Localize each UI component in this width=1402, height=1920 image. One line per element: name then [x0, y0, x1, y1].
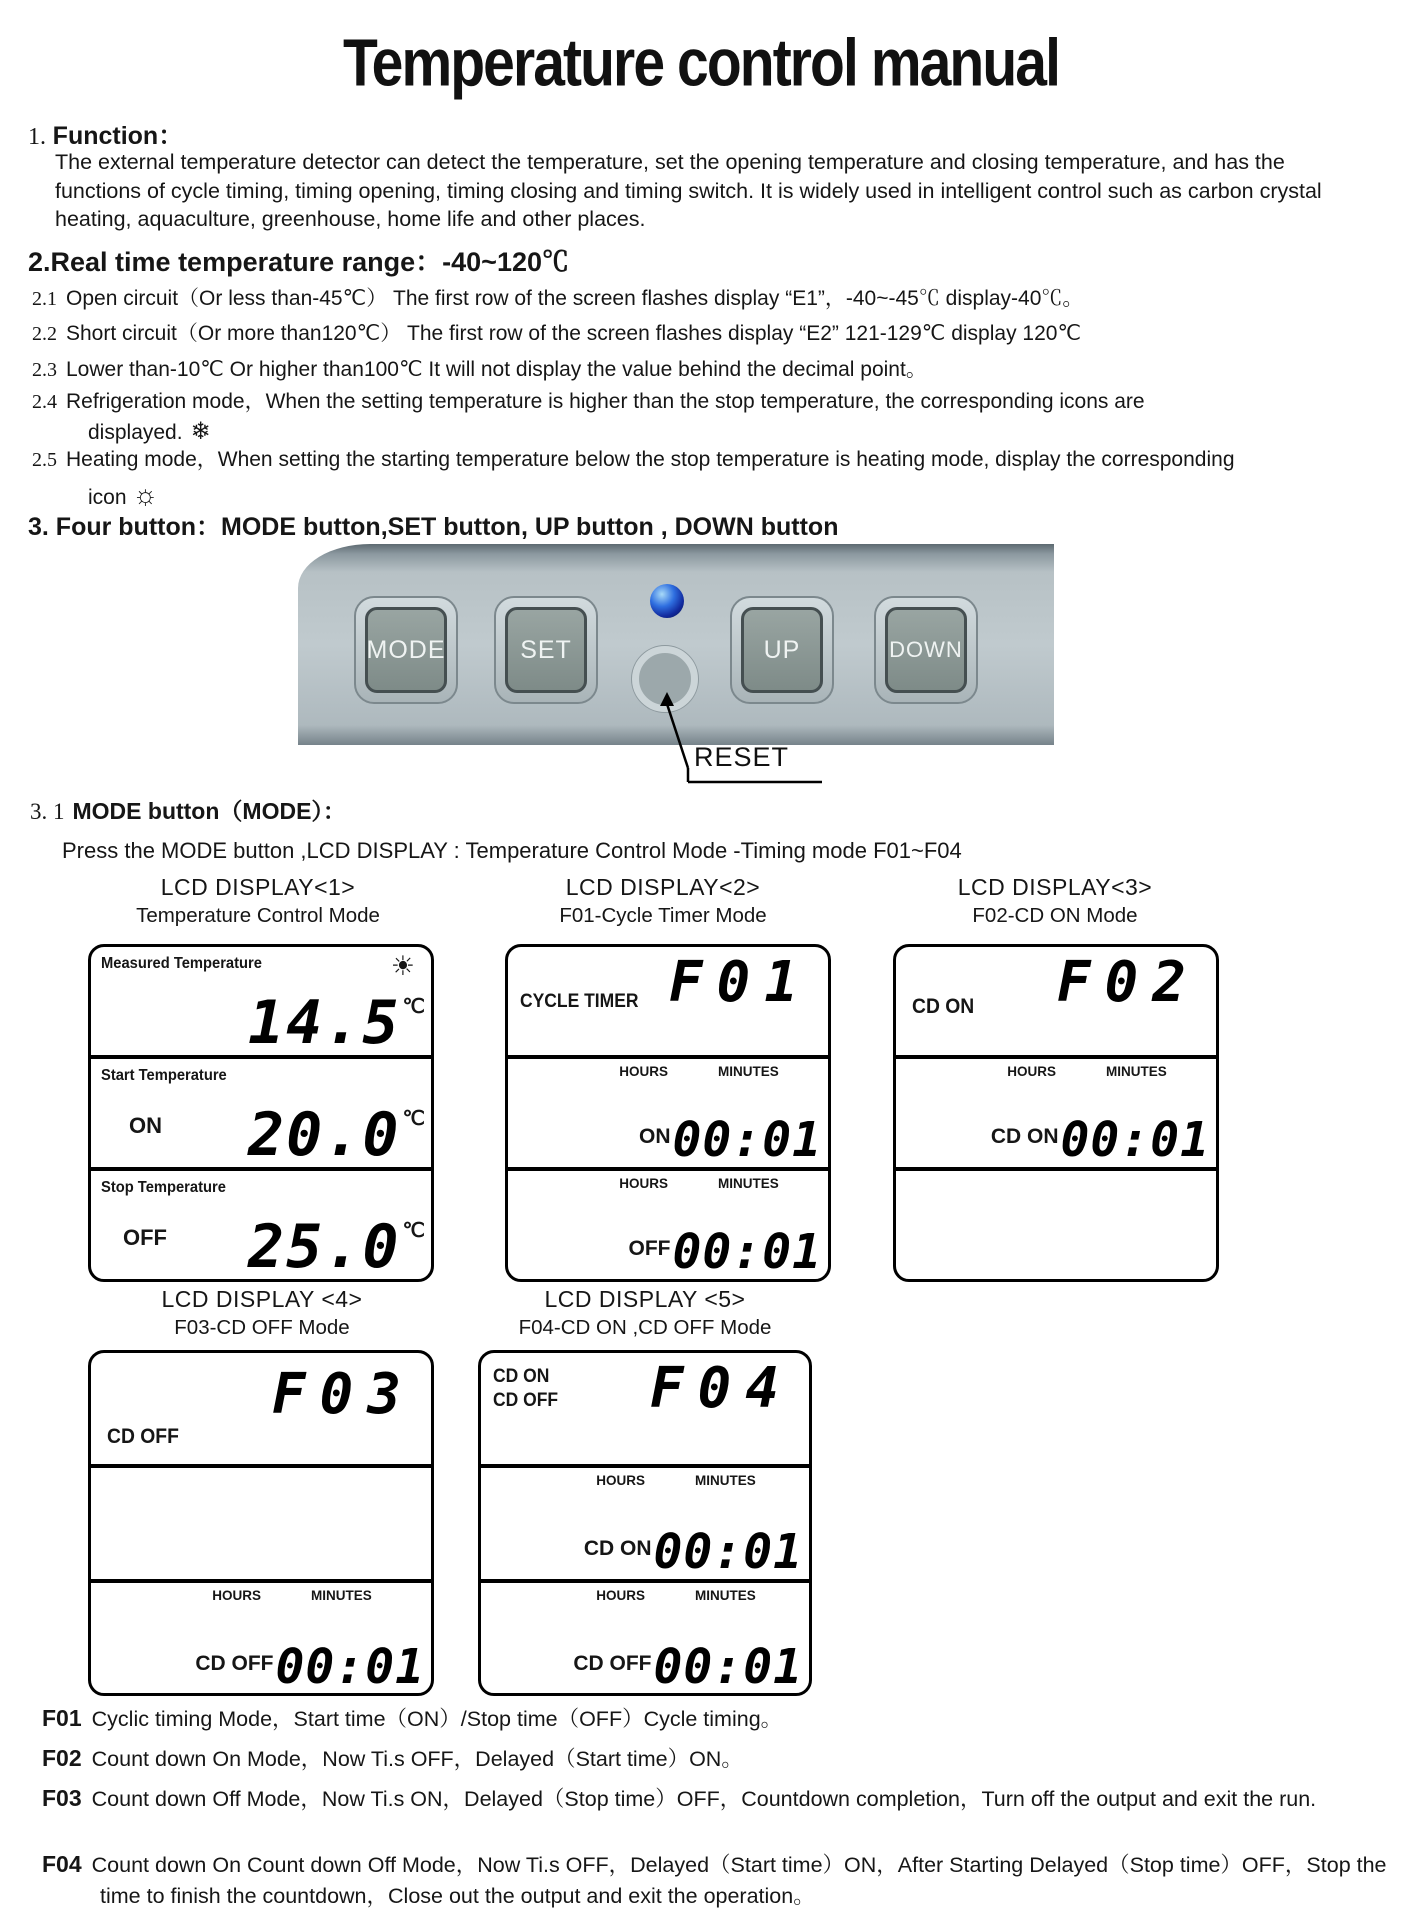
spec-text: Refrigeration mode，When the setting temperature is higher than the stop temperature, the corresponding icons are — [66, 390, 1145, 413]
lcd-mode-section — [896, 947, 1216, 1055]
section-3-1-heading — [30, 793, 346, 826]
measured-temperature-label: Measured Temperature — [101, 955, 262, 972]
lcd-stop-section — [91, 1167, 431, 1282]
spec-text: Lower than-10℃ Or higher than100℃ It will not display the value behind the decimal point。 — [66, 358, 927, 381]
off-time-value: 00:01 — [672, 1224, 822, 1280]
lcd-mode-section — [508, 947, 828, 1055]
minutes-label: MINUTES — [718, 1176, 779, 1191]
cd-on-label: CD ON — [493, 1366, 550, 1387]
time-unit-labels — [966, 1064, 1208, 1079]
mode-instruction: Press the MODE button ,LCD DISPLAY : Temperature Control Mode -Timing mode F01~F04 — [62, 838, 962, 863]
lcd-header-5 — [462, 1286, 828, 1340]
cd-on-label: CD ON — [912, 995, 975, 1018]
sun-icon: ☀ — [390, 951, 415, 981]
lcd-header-title: LCD DISPLAY <4> — [161, 1286, 363, 1312]
down-button-label: DOWN — [885, 607, 967, 693]
footnote-f01 — [42, 1702, 1402, 1735]
hours-label: HOURS — [212, 1588, 261, 1603]
measured-temperature-value: 14.5 ℃ — [248, 988, 425, 1058]
cd-off-time-value: 00:01 — [653, 1639, 803, 1695]
footnote-text: Count down Off Mode，Now Ti.s ON，Delayed（Stop time）OFF，Countdown completion，Turn off the output and exit the run. — [91, 1787, 1317, 1811]
minutes-label: MINUTES — [1106, 1064, 1167, 1079]
start-temperature-label: Start Temperature — [101, 1067, 227, 1084]
lcd-on-timer-section — [508, 1055, 828, 1167]
lcd-panel-3 — [893, 944, 1219, 1282]
footnote-code: F04 — [42, 1851, 82, 1877]
celsius-unit: ℃ — [402, 1220, 425, 1242]
lcd-header-title: LCD DISPLAY <5> — [544, 1286, 746, 1312]
lcd-panel-2 — [505, 944, 831, 1282]
lcd-header-subtitle: F03-CD OFF Mode — [174, 1316, 350, 1339]
set-button — [494, 596, 598, 704]
spec-text: Open circuit（Or less than-45℃） The first row of the screen flashes display “E1”，-40~-45℃ display-40℃。 — [66, 287, 1084, 310]
mode-code-value: F03 — [271, 1362, 415, 1427]
lcd-header-3 — [895, 874, 1215, 928]
lcd-panel-5 — [478, 1350, 812, 1696]
mode-code-value: F02 — [1056, 950, 1200, 1015]
minutes-label: MINUTES — [695, 1588, 756, 1603]
spec-item-2-3 — [32, 357, 1382, 383]
reset-label: RESET — [694, 742, 790, 772]
spec-text: displayed. — [88, 421, 183, 444]
lcd-start-section — [91, 1055, 431, 1170]
spec-number: 2.1 — [32, 288, 57, 310]
time-unit-labels — [161, 1588, 423, 1603]
cd-on-time-value: 00:01 — [653, 1524, 803, 1580]
off-time-row — [628, 1224, 823, 1280]
cd-on-time-value: 00:01 — [1060, 1112, 1210, 1168]
on-state-label: ON — [129, 1113, 162, 1138]
stop-temperature-label: Stop Temperature — [101, 1179, 226, 1196]
spec-number: 2.3 — [32, 359, 57, 381]
spec-text: Heating mode，When setting the starting temperature below the stop temperature is heating mode, display the corresponding — [66, 448, 1235, 471]
hours-label: HOURS — [596, 1473, 645, 1488]
snowflake-icon: ❄ — [190, 418, 211, 445]
lcd-measured-section — [91, 947, 431, 1058]
lcd-header-4 — [112, 1286, 412, 1340]
footnote-text: Count down On Mode，Now Ti.s OFF，Delayed（Start time）ON。 — [91, 1747, 743, 1771]
cd-off-state-label: CD OFF — [573, 1652, 652, 1675]
section-2-heading: 2.Real time temperature range：-40~120℃ — [28, 247, 569, 277]
spec-text: icon — [88, 486, 127, 509]
lcd-panel-1 — [88, 944, 434, 1282]
on-state-label: ON — [639, 1125, 671, 1148]
minutes-label: MINUTES — [695, 1473, 756, 1488]
spec-number: 2.5 — [32, 449, 57, 471]
minutes-label: MINUTES — [718, 1064, 779, 1079]
lcd-on-timer-section — [896, 1055, 1216, 1167]
down-button — [874, 596, 978, 704]
start-temperature-value: 20.0 ℃ — [248, 1100, 425, 1170]
spec-item-2-5 — [32, 447, 1382, 473]
lcd-off-timer-section — [91, 1579, 431, 1694]
off-state-label: OFF — [628, 1237, 671, 1260]
mode-button-label: MODE — [365, 607, 447, 693]
mode-code-value: F04 — [649, 1356, 793, 1421]
cd-on-time-row — [583, 1524, 803, 1580]
footnote-code: F03 — [42, 1785, 82, 1811]
hours-label: HOURS — [596, 1588, 645, 1603]
lcd-mode-section — [481, 1353, 809, 1464]
time-unit-labels — [551, 1473, 801, 1488]
lcd-header-subtitle: Temperature Control Mode — [136, 904, 380, 927]
time-unit-labels — [578, 1064, 820, 1079]
minutes-label: MINUTES — [311, 1588, 372, 1603]
time-unit-labels — [551, 1588, 801, 1603]
footnote-code: F02 — [42, 1745, 82, 1771]
cd-on-time-row — [990, 1112, 1210, 1168]
lcd-on-timer-section — [481, 1464, 809, 1579]
section-1-number: 1. — [28, 124, 46, 150]
off-state-label: OFF — [123, 1225, 167, 1250]
mode-button — [354, 596, 458, 704]
hours-label: HOURS — [619, 1064, 668, 1079]
power-led — [650, 584, 684, 618]
lcd-header-2 — [513, 874, 813, 928]
up-button — [730, 596, 834, 704]
cd-off-label: CD OFF — [493, 1389, 559, 1411]
stop-temperature-value: 25.0 ℃ — [248, 1212, 425, 1282]
spec-item-2-2 — [32, 321, 1382, 347]
footnote-text: Cyclic timing Mode，Start time（ON）/Stop time（OFF）Cycle timing。 — [91, 1707, 783, 1731]
lcd-empty-section — [896, 1167, 1216, 1279]
footnote-f02 — [42, 1742, 1402, 1775]
cd-on-state-label: CD ON — [583, 1537, 652, 1560]
spec-text: Short circuit（Or more than120℃） The first row of the screen flashes display “E2” 121-129℃ display 120℃ — [66, 322, 1082, 345]
footnote-f03 — [42, 1782, 1402, 1815]
lcd-header-subtitle: F01-Cycle Timer Mode — [559, 904, 767, 927]
spec-number: 2.4 — [32, 391, 57, 413]
time-unit-labels — [578, 1176, 820, 1191]
section-1-title: Function： — [52, 122, 184, 150]
up-button-label: UP — [741, 607, 823, 693]
spec-item-2-1 — [32, 286, 1382, 312]
spec-number: 2.2 — [32, 323, 57, 345]
lcd-header-title: LCD DISPLAY<1> — [160, 874, 356, 900]
section-1-heading — [28, 116, 183, 152]
hours-label: HOURS — [619, 1176, 668, 1191]
footnote-code: F01 — [42, 1705, 82, 1731]
cd-on-off-labels — [493, 1365, 558, 1413]
lcd-empty-section — [91, 1464, 431, 1579]
lcd-mode-section — [91, 1353, 431, 1464]
spec-item-2-4-continued — [88, 417, 1402, 447]
celsius-unit: ℃ — [402, 1108, 425, 1130]
mode-code-value: F01 — [668, 950, 812, 1015]
lcd-off-timer-section — [481, 1579, 809, 1694]
lcd-header-title: LCD DISPLAY<2> — [565, 874, 761, 900]
cd-off-time-row — [195, 1639, 425, 1695]
heating-sun-icon: ☼ — [132, 479, 159, 510]
lcd-header-1 — [108, 874, 408, 928]
section-3-1-title: MODE button（MODE）： — [72, 798, 346, 824]
cd-off-label: CD OFF — [107, 1425, 179, 1448]
lcd-panel-4 — [88, 1350, 434, 1696]
lcd-off-timer-section — [508, 1167, 828, 1279]
spec-item-2-4 — [32, 389, 1382, 415]
hours-label: HOURS — [1007, 1064, 1056, 1079]
cd-on-state-label: CD ON — [990, 1125, 1059, 1148]
lcd-header-title: LCD DISPLAY<3> — [957, 874, 1153, 900]
section-3-1-number: 3. 1 — [30, 799, 65, 824]
cd-off-time-row — [573, 1639, 803, 1695]
cd-off-state-label: CD OFF — [195, 1652, 274, 1675]
footnote-text: Count down On Count down Off Mode，Now Ti.s OFF，Delayed（Start time）ON，After Starting Delayed（Stop time）OFF，Stop the time to finish the countdown，Close out the output and exit the operation。 — [91, 1853, 1387, 1908]
cycle-timer-label: CYCLE TIMER — [520, 991, 639, 1012]
footnote-f04 — [42, 1848, 1402, 1911]
on-time-value: 00:01 — [672, 1112, 822, 1168]
lcd-header-subtitle: F02-CD ON Mode — [972, 904, 1138, 927]
function-paragraph: The external temperature detector can detect the temperature, set the opening temperature and closing temperature, and has the functions of cycle timing, timing opening, timing closing and timing switch. It is widely used in intelligent control such as carbon crystal heating, aquaculture, greenhouse, home life and other places. — [55, 150, 1322, 232]
page-title: Temperature control manual — [342, 25, 1060, 101]
set-button-label: SET — [505, 607, 587, 693]
celsius-unit: ℃ — [402, 996, 425, 1018]
section-3-heading: 3. Four button：MODE button,SET button, UP button , DOWN button — [28, 513, 839, 541]
cd-off-time-value: 00:01 — [275, 1639, 425, 1695]
lcd-header-subtitle: F04-CD ON ,CD OFF Mode — [518, 1316, 772, 1339]
on-time-row — [639, 1112, 822, 1168]
